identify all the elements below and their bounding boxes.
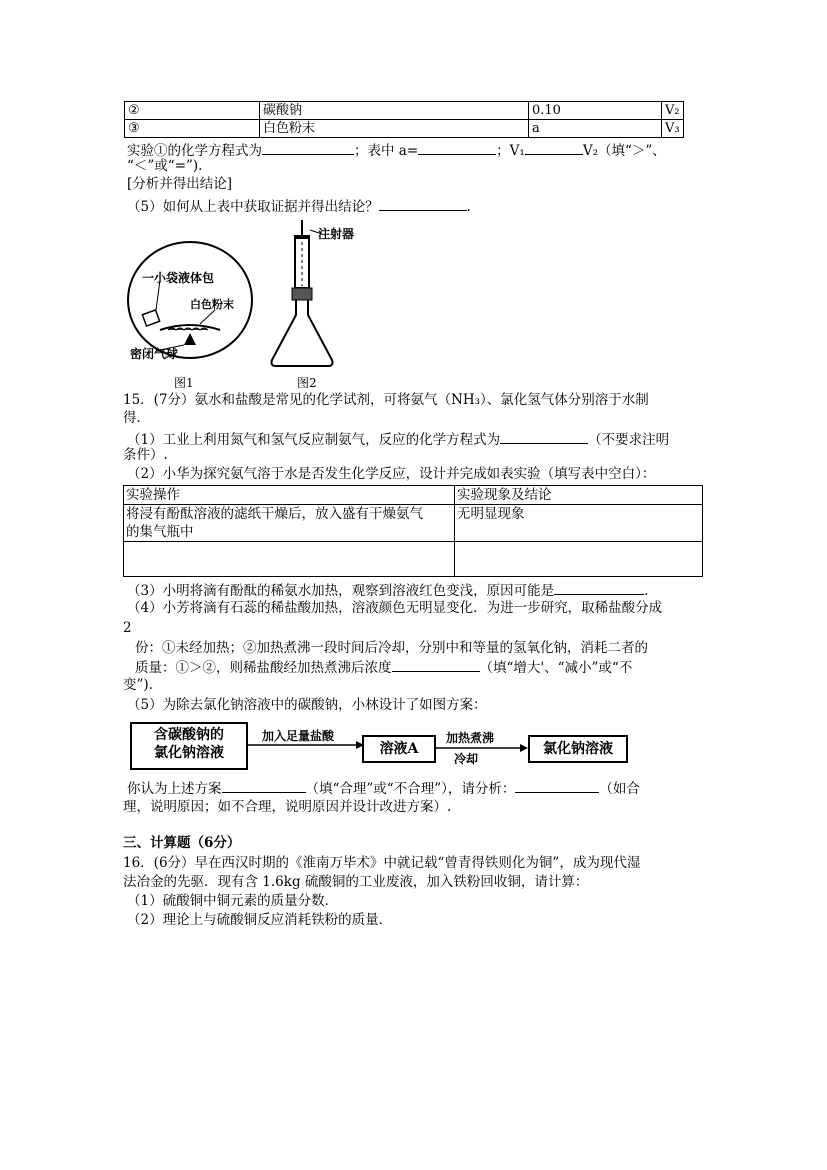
q15-part4-line1: （4）小芳将滴有石蕊的稀盐酸加热，溶液颜色无明显变化．为进一步研究，取稀盐酸分成 [127, 600, 663, 616]
cell-mass: 0.10 [529, 102, 662, 120]
text: （不要求注明 [588, 432, 670, 448]
flow-box-middle: 溶液A [362, 735, 436, 763]
cell-reagent: 白色粉末 [260, 120, 529, 138]
q15-part6-line2: 理，说明原因；如不合理，说明原因并设计改进方案）. [123, 799, 452, 815]
answer-blank[interactable] [525, 141, 583, 155]
text: 将浸有酚酞溶液的滤纸干燥后，放入盛有干燥氨气 [126, 506, 423, 522]
q15-part4-line2: 2 [123, 620, 132, 636]
flow-arrow-2-top-label: 加热煮沸 [446, 731, 495, 745]
label-powder: 白色粉末 [190, 298, 234, 311]
answer-blank[interactable] [262, 141, 354, 155]
label-syringe: 注射器 [318, 227, 355, 241]
text: 的集气瓶中 [126, 524, 194, 540]
cell-result: 无明显现象 [455, 505, 703, 542]
figure-1-2 [120, 220, 380, 395]
cell-volume: V₂ [662, 102, 684, 120]
q16-part1: （1）硫酸铜中铜元素的质量分数． [127, 893, 339, 909]
text: 氯化钠溶液 [154, 745, 224, 761]
section-3-title: 三、计算题（6分） [123, 835, 241, 851]
q15-part6-line1 [127, 779, 640, 798]
flow-box-end: 氯化钠溶液 [528, 735, 628, 763]
q15-intro-line1: 15．(7分）氨水和盐酸是常见的化学试剂，可将氨气（NH₃）、氯化氢气体分别溶于水制 [123, 392, 649, 408]
q14-line1 [127, 141, 666, 160]
answer-blank[interactable] [392, 658, 480, 672]
cell-no: ③ [125, 120, 260, 138]
text: （1）工业上利用氮气和氢气反应制氨气，反应的化学方程式为 [127, 432, 501, 448]
q15-part2: （2）小华为探究氨气溶于水是否发生化学反应，设计并完成如表实验（填写表中空白）： [127, 466, 656, 482]
table-row [125, 120, 684, 138]
section-heading: [分析并得出结论] [127, 176, 233, 192]
figure-2-caption: 图2 [297, 376, 317, 390]
text: （填“合理”或“不合理”），请分析： [305, 781, 516, 797]
text: ；V₁ [496, 143, 525, 159]
flask-figure [272, 220, 355, 366]
label-balloon: 密闭气球 [130, 347, 179, 361]
cell-volume: V₃ [662, 120, 684, 138]
text: （5）如何从上表中获取证据并得出结论？ [127, 199, 379, 215]
text: V₂（填“＞”、 [582, 143, 666, 159]
header-result: 实验现象及结论 [455, 486, 703, 505]
q15-part3 [127, 581, 648, 600]
answer-blank[interactable] [379, 197, 467, 211]
cell-operation [124, 505, 455, 542]
text: 含碳酸钠的 [154, 727, 224, 743]
q16-line2: 法冶金的先驱．现有含 1.6kg 硫酸铜的工业废液，加入铁粉回收铜，请计算： [123, 874, 589, 890]
text: （3）小明将滴有酚酞的稀氨水加热，观察到溶液红色变浅，原因可能是 [127, 583, 555, 599]
q15-part1 [127, 430, 669, 449]
q15-intro-line2: 得． [123, 410, 150, 426]
table-header-row [124, 486, 703, 505]
answer-blank[interactable] [418, 141, 496, 155]
cell-no: ② [125, 102, 260, 120]
q15-part4-line4 [135, 658, 632, 677]
table-row [124, 542, 703, 577]
text: （填“增大'、“减小”或“不 [479, 660, 633, 676]
q15-part1-cont: 条件）. [123, 447, 168, 463]
flow-arrow-1-label: 加入足量盐酸 [262, 729, 335, 743]
table-row [124, 505, 703, 542]
cell-operation-blank[interactable] [124, 542, 455, 577]
q15-part5: （5）为除去氯化钠溶液中的碳酸钠，小林设计了如图方案： [127, 697, 487, 713]
header-operation: 实验操作 [124, 486, 455, 505]
q15-part4-line3: 份：①未经加热；②加热煮沸一段时间后冷却，分别中和等量的氢氧化钠，消耗二者的 [135, 640, 648, 656]
q14-line2: “＜”或“=”). [127, 158, 203, 174]
text: 质量：①＞②，则稀盐酸经加热煮沸后浓度 [135, 660, 392, 676]
cell-result-blank[interactable] [455, 542, 703, 577]
answer-blank[interactable] [500, 430, 588, 444]
q15-part4-line5: 变”). [123, 677, 153, 693]
experiment-table [124, 101, 684, 138]
flow-arrow-2-bottom-label: 冷却 [454, 752, 479, 766]
q14-part5 [127, 197, 471, 216]
answer-blank[interactable] [515, 779, 599, 793]
text: . [466, 199, 471, 215]
table-row [125, 102, 684, 120]
flow-box-start [130, 722, 248, 770]
figure-1-caption: 图1 [174, 376, 194, 390]
answer-blank[interactable] [554, 581, 644, 595]
text: . [644, 583, 649, 599]
balloon-figure [128, 242, 252, 361]
ammonia-experiment-table [123, 485, 703, 577]
text: ；表中 a= [354, 143, 419, 159]
q16-part2: （2）理论上与硫酸铜反应消耗铁粉的质量． [127, 912, 393, 928]
cell-mass: a [529, 120, 662, 138]
text: 实验①的化学方程式为 [127, 143, 262, 159]
q16-line1: 16．(6分）早在西汉时期的《淮南万毕术》中就记载“曾青得铁则化为铜”，成为现代湿 [123, 855, 641, 871]
cell-reagent: 碳酸钠 [260, 102, 529, 120]
text: （如合 [599, 781, 640, 797]
text: 你认为上述方案 [127, 781, 222, 797]
answer-blank[interactable] [222, 779, 306, 793]
label-bag: 一小袋液体包 [142, 271, 215, 285]
